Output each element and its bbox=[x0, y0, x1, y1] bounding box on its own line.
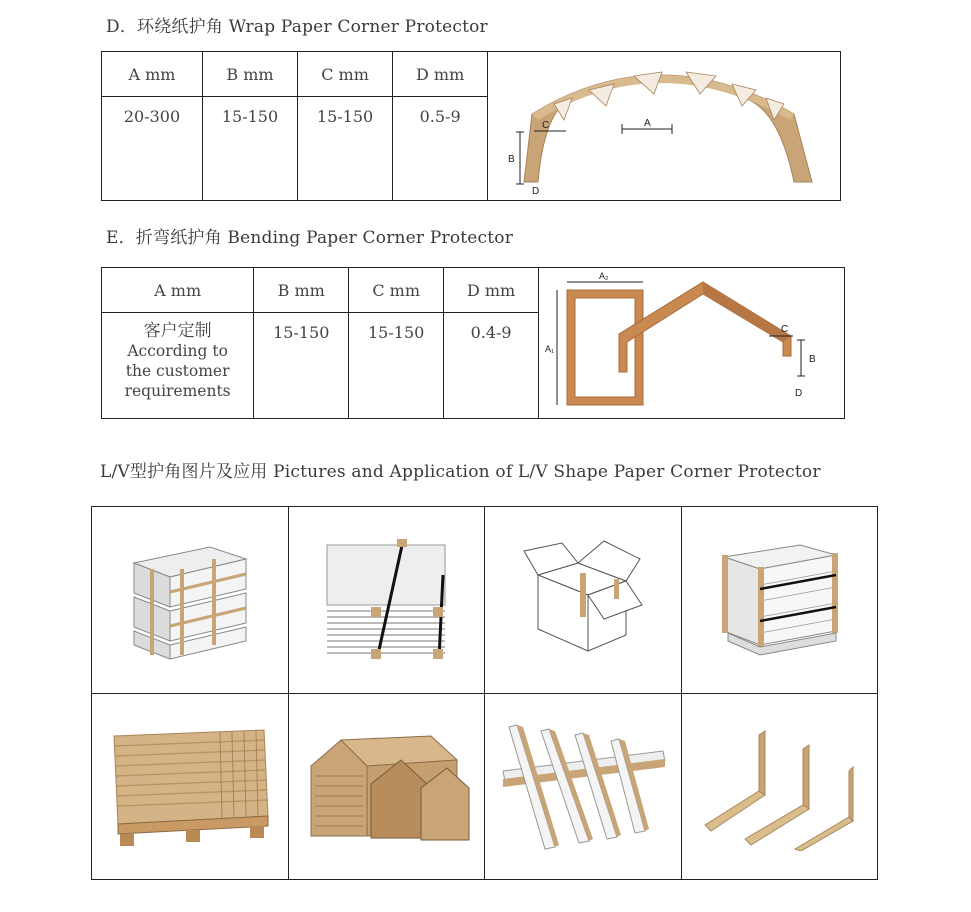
wrap-header-a: A mm bbox=[102, 52, 203, 97]
bend-label-a2: A₂ bbox=[598, 271, 609, 281]
application-photo-grid bbox=[91, 506, 878, 880]
photo-strapped-stack bbox=[288, 507, 485, 694]
bend-value-d: 0.4-9 bbox=[444, 313, 539, 419]
bend-spec-table bbox=[101, 267, 845, 419]
bend-value-b: 15-150 bbox=[254, 313, 349, 419]
photo-pallet-corners bbox=[681, 507, 878, 694]
wrap-value-a: 20-300 bbox=[102, 97, 203, 201]
section-e-title: E．折弯纸护角 Bending Paper Corner Protector bbox=[106, 228, 514, 248]
bend-corner-diagram bbox=[543, 268, 841, 414]
bend-header-d: D mm bbox=[444, 268, 539, 313]
photo-stacked-boards bbox=[92, 507, 289, 694]
bend-label-a1: A₁ bbox=[544, 344, 554, 354]
wrap-value-b: 15-150 bbox=[202, 97, 297, 201]
wrap-label-c: C bbox=[542, 120, 550, 131]
photo-v-protectors-stacked bbox=[288, 693, 485, 880]
bend-value-c: 15-150 bbox=[349, 313, 444, 419]
bend-label-c: C bbox=[780, 324, 788, 335]
bend-value-a-en-2: the customer bbox=[125, 362, 230, 380]
wrap-corner-diagram bbox=[494, 54, 834, 194]
wrap-label-a: A bbox=[644, 118, 651, 129]
section-d-title: D．环绕纸护角 Wrap Paper Corner Protector bbox=[106, 17, 488, 37]
wrap-spec-table bbox=[101, 51, 841, 201]
bend-label-d: D bbox=[794, 388, 802, 399]
wrap-header-b: B mm bbox=[202, 52, 297, 97]
wrap-label-b: B bbox=[508, 154, 515, 165]
bend-value-a-en-3: requirements bbox=[124, 382, 231, 400]
bend-header-a: A mm bbox=[102, 268, 254, 313]
photo-box-corner bbox=[485, 507, 682, 694]
wrap-diagram-cell bbox=[488, 52, 841, 201]
bend-value-a bbox=[102, 313, 254, 419]
pictures-title: L/V型护角图片及应用 Pictures and Application of L/V Shape Paper Corner Protector bbox=[100, 462, 821, 482]
bend-header-c: C mm bbox=[349, 268, 444, 313]
photo-edge-protectors-fan bbox=[485, 693, 682, 880]
wrap-header-c: C mm bbox=[298, 52, 393, 97]
bend-label-b: B bbox=[808, 354, 816, 365]
photo-pallet-of-protectors bbox=[92, 693, 289, 880]
bend-header-b: B mm bbox=[254, 268, 349, 313]
bend-value-a-zh: 客户定制 bbox=[143, 321, 212, 341]
bend-diagram-cell bbox=[539, 268, 845, 419]
bend-value-a-en-1: According to bbox=[127, 342, 228, 360]
wrap-value-d: 0.5-9 bbox=[393, 97, 488, 201]
wrap-value-c: 15-150 bbox=[298, 97, 393, 201]
wrap-label-d: D bbox=[532, 186, 540, 194]
wrap-header-d: D mm bbox=[393, 52, 488, 97]
photo-l-protectors bbox=[681, 693, 878, 880]
